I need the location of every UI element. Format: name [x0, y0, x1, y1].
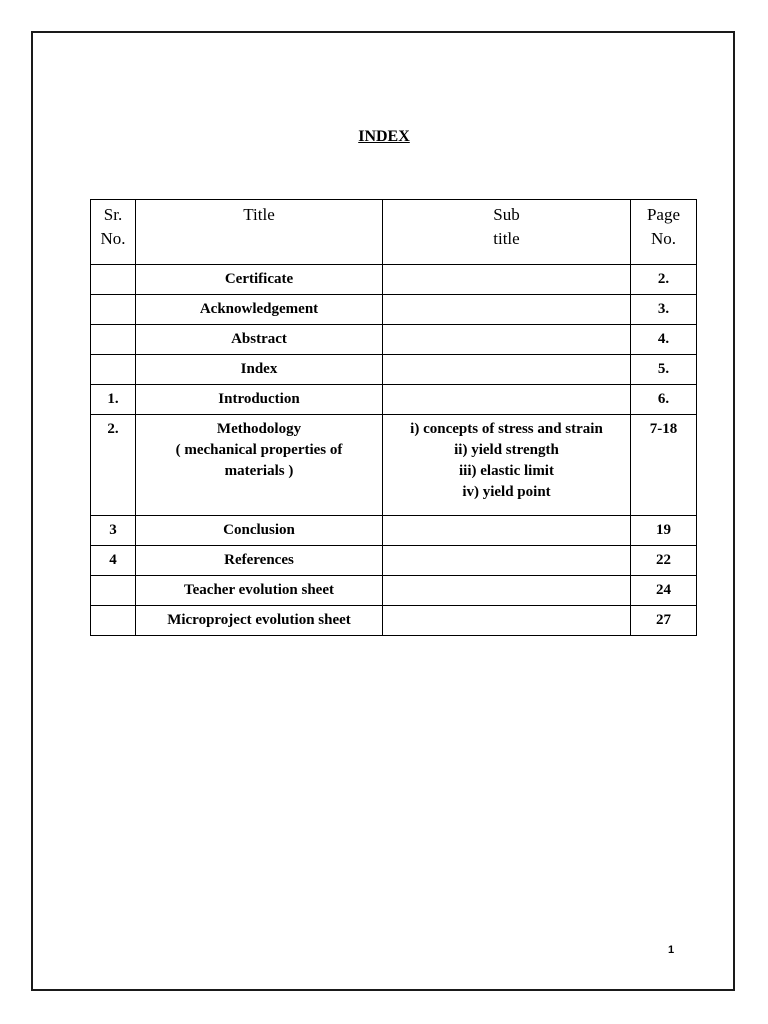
cell-page: 19	[631, 516, 697, 546]
cell-subtitle	[383, 355, 631, 385]
cell-page: 2.	[631, 265, 697, 295]
cell-title: Abstract	[136, 325, 383, 355]
cell-sr	[91, 295, 136, 325]
cell-subtitle	[383, 325, 631, 355]
cell-subtitle	[383, 385, 631, 415]
cell-subtitle	[383, 606, 631, 636]
cell-title: Teacher evolution sheet	[136, 576, 383, 606]
cell-subtitle: i) concepts of stress and strain ii) yield strength iii) elastic limit iv) yield point	[383, 415, 631, 516]
table-header-row	[91, 200, 697, 265]
page-title: INDEX	[358, 128, 410, 145]
cell-title: Acknowledgement	[136, 295, 383, 325]
table-row	[91, 606, 697, 636]
cell-sr	[91, 265, 136, 295]
cell-title: Conclusion	[136, 516, 383, 546]
table-row	[91, 546, 697, 576]
cell-subtitle	[383, 265, 631, 295]
header-title: Title	[136, 200, 383, 265]
cell-page: 24	[631, 576, 697, 606]
cell-page: 27	[631, 606, 697, 636]
table-row	[91, 295, 697, 325]
table-row	[91, 516, 697, 546]
cell-subtitle	[383, 576, 631, 606]
cell-title: Introduction	[136, 385, 383, 415]
table-row	[91, 265, 697, 295]
cell-sr	[91, 606, 136, 636]
header-sr-no: Sr. No.	[91, 200, 136, 265]
cell-sr	[91, 325, 136, 355]
cell-sr: 3	[91, 516, 136, 546]
cell-page: 4.	[631, 325, 697, 355]
cell-page: 6.	[631, 385, 697, 415]
table-row	[91, 355, 697, 385]
cell-subtitle	[383, 295, 631, 325]
cell-sr: 2.	[91, 415, 136, 516]
cell-sr: 4	[91, 546, 136, 576]
page-number: 1	[668, 944, 675, 956]
cell-page: 3.	[631, 295, 697, 325]
cell-title: Methodology ( mechanical properties of materials )	[136, 415, 383, 516]
table-row	[91, 385, 697, 415]
cell-title: References	[136, 546, 383, 576]
cell-title: Microproject evolution sheet	[136, 606, 383, 636]
cell-title: Index	[136, 355, 383, 385]
index-table	[90, 199, 697, 636]
cell-page: 22	[631, 546, 697, 576]
table-row	[91, 415, 697, 516]
cell-subtitle	[383, 516, 631, 546]
header-page-no: Page No.	[631, 200, 697, 265]
cell-page: 7-18	[631, 415, 697, 516]
cell-sr: 1.	[91, 385, 136, 415]
table-row	[91, 576, 697, 606]
header-subtitle: Sub title	[383, 200, 631, 265]
cell-sr	[91, 576, 136, 606]
cell-sr	[91, 355, 136, 385]
cell-page: 5.	[631, 355, 697, 385]
table-row	[91, 325, 697, 355]
cell-subtitle	[383, 546, 631, 576]
cell-title: Certificate	[136, 265, 383, 295]
